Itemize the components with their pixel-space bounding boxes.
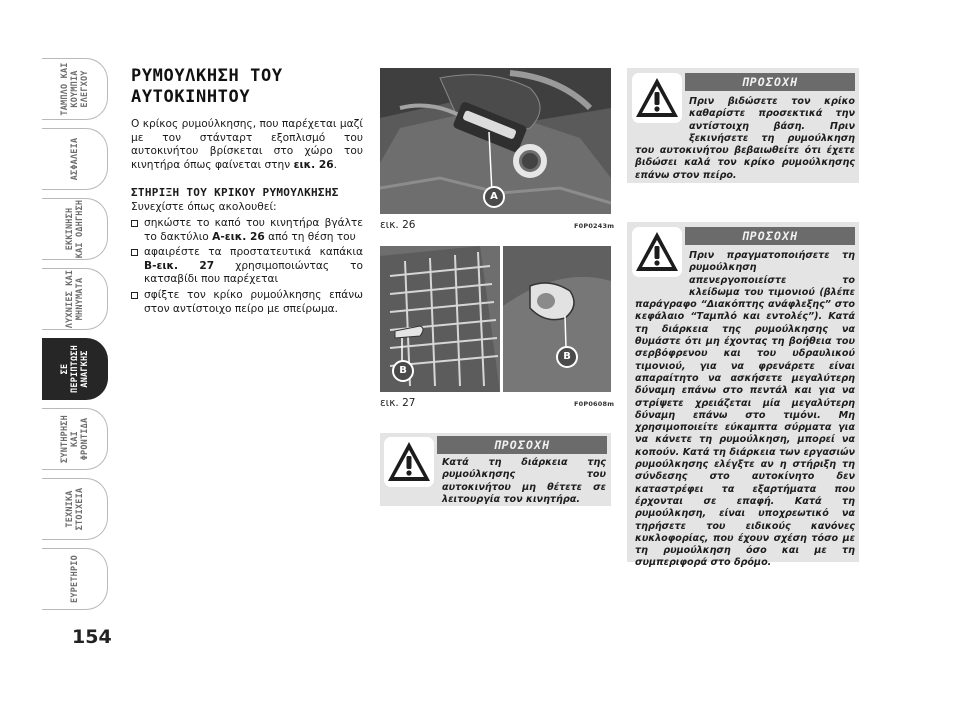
tab-emergency[interactable] xyxy=(42,338,108,400)
figure-27-front-grille xyxy=(380,246,611,392)
warning-body: Πριν πραγματοποιήσετε τη ρυμούλκηση απενεργοποιείστε το κλείδωμα του τιμονιού (βλέπε παράγραφο “Διακόπτης ανάφλεξης” στο κεφάλαιο “Ταμπλό και εντολές”). Κατά τη διάρκεια της ρυμούλκησης να θυμάστε ότι μη έχοντας τη βοήθεια του σερβόφρενου και του υδραυλικού τιμονιού, για να φρενάρετε είναι απαραίτητο να ασκήσετε μεγαλύτερη δύναμη επάνω στο πεντάλ και για να στρίψετε χρειάζεται μία μεγαλύτερη δύναμη επάνω στο τιμόνι. Μη χρησιμοποιείτε εύκαμπτα σύρματα για να κάνετε τη ρυμούλκηση, μπορεί να κοπούν. Κατά τη διάρκεια των εργασιών ρυμούλκησης ελέγξτε αν η στήριξη τη σύνδεσης στο αυτοκίνητο δεν καταστρέφει τα εξαρτήματα που έρχονται σε επαφή. Κατά τη ρυμούλκηση, είναι υποχρεωτικό να τηρήσετε του ειδικούς κανόνες κυκλοφορίας, που έχουν σχέση τόσο με τη ρυμούλκηση όσο και με τη συμπεριφορά στο δρόμο. xyxy=(635,250,855,569)
callout-a: A xyxy=(483,186,505,208)
tab-label: ΣΕ ΠΕΡΙΠΤΩΣΗ ΑΝΑΓΚΗΣ xyxy=(59,345,90,393)
front-grille-illustration xyxy=(380,246,611,392)
intro-text: Ο κρίκος ρυμούλκησης, που παρέχεται μαζί με τον στάνταρτ εξοπλισμό του αυτοκινήτου βρίσκεται στο χώρο του κινητήρα όπως φαίνεται στην xyxy=(131,118,363,171)
step-figure-ref: A-εικ. 26 xyxy=(212,230,265,243)
warning-header: ΠΡΟΣΟΧΗ xyxy=(437,436,607,454)
step-item xyxy=(131,217,363,244)
intro-paragraph xyxy=(131,118,363,172)
subsection-title: ΣΤΗΡΙΞΗ ΤΟΥ ΚΡΙΚΟΥ ΡΥΜΟΥΛΚΗΣΗΣ xyxy=(131,186,339,200)
figure-26-caption: εικ. 26 xyxy=(380,219,416,231)
figure-26-code: F0P0243m xyxy=(574,222,615,230)
figure-26-engine-bay xyxy=(380,68,611,214)
tab-label: ΤΑΜΠΛΟ ΚΑΙ ΚΟΥΜΠΙΑ ΕΛΕΓΧΟΥ xyxy=(59,62,90,116)
warning-box-engine xyxy=(380,433,611,506)
steps-intro: Συνεχίστε όπως ακολουθεί: xyxy=(131,201,277,214)
step-text: σφίξτε τον κρίκο ρυμούλκησης επάνω στον αντίστοιχο πείρο με σπείρωμα. xyxy=(144,288,363,315)
tab-starting-driving[interactable] xyxy=(42,198,108,260)
step-text: αφαιρέστε τα προστατευτικά καπάκια xyxy=(144,246,363,259)
main-text-column xyxy=(131,66,363,318)
callout-b-left: B xyxy=(392,360,414,382)
tab-label: ΕΚΚΙΝΗΣΗ ΚΑΙ ΟΔΗΓΗΣΗ xyxy=(64,199,85,259)
warning-text xyxy=(635,250,855,570)
step-figure-ref: B-εικ. 27 xyxy=(144,259,215,272)
warning-box-tow-hook xyxy=(627,68,859,183)
intro-figure-ref: εικ. 26 xyxy=(293,158,334,171)
tab-label: ΛΥΧΝΙΕΣ ΚΑΙ ΜΗΝΥΜΑΤΑ xyxy=(64,269,85,329)
tab-technical-data[interactable] xyxy=(42,478,108,540)
tab-label: ΤΕΧΝΙΚΑ ΣΤΟΙΧΕΙΑ xyxy=(64,487,85,531)
step-text: χρησιμοποιώντας το κατσαβίδι που παρέχεται xyxy=(144,259,363,286)
page-number: 154 xyxy=(72,626,112,648)
figure-27-caption: εικ. 27 xyxy=(380,397,416,409)
warning-text xyxy=(388,457,606,506)
warning-box-towing-procedure xyxy=(627,222,859,569)
tab-label: ΣΥΝΤΗΡΗΣΗ ΚΑΙ ΦΡΟΝΤΙΔΑ xyxy=(59,415,90,463)
warning-body: Κατά τη διάρκεια της ρυμούλκησης του αυτοκινήτου μη θέτετε σε λειτουργία τον κινητήρα. xyxy=(442,457,606,505)
section-title: ΡΥΜΟΥΛΚΗΣΗ ΤΟΥ ΑΥΤΟΚΙΝΗΤΟΥ xyxy=(131,66,283,107)
step-item xyxy=(131,289,363,316)
intro-end: . xyxy=(333,158,337,171)
warning-header: ΠΡΟΣΟΧΗ xyxy=(685,227,855,245)
tab-dashboard[interactable] xyxy=(42,58,108,120)
warning-text xyxy=(635,96,855,182)
step-item xyxy=(131,246,363,287)
tab-safety[interactable] xyxy=(42,128,108,190)
warning-header: ΠΡΟΣΟΧΗ xyxy=(685,73,855,91)
tab-label: ΕΥΡΕΤΗΡΙΟ xyxy=(69,555,80,603)
tab-label: ΑΣΦΑΛΕΙΑ xyxy=(69,137,80,181)
warning-body: Πριν βιδώσετε τον κρίκο καθαρίστε προσεκτικά την αντίστοιχη βάση. Πριν ξεκινήσετε τη ρυμούλκηση του αυτοκινήτου βεβαιωθείτε ότι έχετε βιδώσει καλά τον κρίκο ρυμούλκησης επάνω στον πείρο. xyxy=(635,96,855,181)
step-text: σηκώστε το καπό του κινητήρα βγάλτε το δακτύλιο xyxy=(144,216,363,243)
tab-warning-lights[interactable] xyxy=(42,268,108,330)
figure-27-code: F0P0608m xyxy=(574,400,615,408)
callout-b-right: B xyxy=(556,346,578,368)
tab-maintenance[interactable] xyxy=(42,408,108,470)
step-text: από τη θέση του xyxy=(264,230,356,243)
tab-index[interactable] xyxy=(42,548,108,610)
